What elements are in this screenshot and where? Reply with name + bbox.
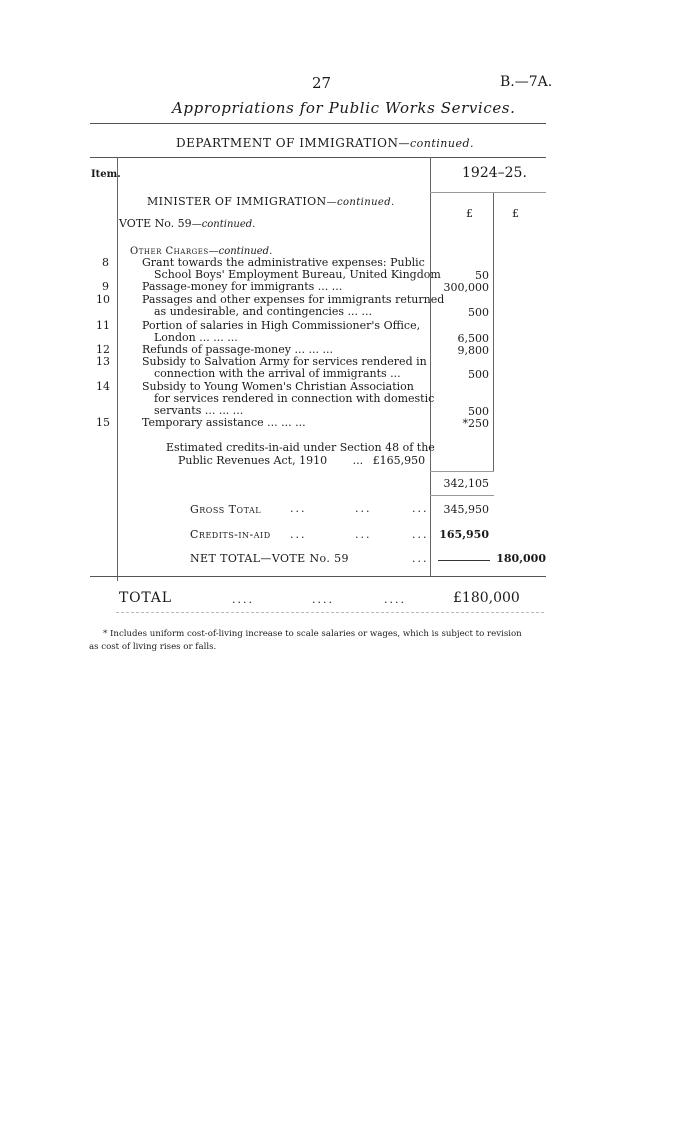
credits-in-aid-dots: ... xyxy=(355,528,372,541)
credits-note-act: Public Revenues Act, 1910 xyxy=(178,454,328,467)
year-rule xyxy=(430,192,546,193)
total-label: TOTAL xyxy=(119,590,172,606)
gross-total-dots: ... xyxy=(290,502,307,515)
subtotal-rule xyxy=(430,471,494,472)
department-name: DEPARTMENT OF IMMIGRATION xyxy=(176,136,399,150)
item-text: Subsidy to Salvation Army for services rendered in xyxy=(142,355,427,368)
total-dots: .... xyxy=(384,593,406,606)
year-header: 1924–25. xyxy=(462,165,527,181)
item-amount: 300,000 xyxy=(443,281,489,294)
item-number: 9 xyxy=(102,280,109,293)
item-text: Subsidy to Young Women's Christian Association xyxy=(142,380,414,393)
net-total-dash xyxy=(438,560,490,561)
item-amount: 500 xyxy=(468,405,489,418)
item-text: for services rendered in connection with domestic xyxy=(154,392,435,405)
minister-name: MINISTER OF IMMIGRATION xyxy=(147,195,327,208)
gross-total-dots: ... xyxy=(412,502,429,515)
document-reference: B.—7A. xyxy=(500,74,553,90)
total-dots: .... xyxy=(312,593,334,606)
amount-column-divider xyxy=(430,157,431,577)
currency-header-2: £ xyxy=(512,207,519,220)
subtotal-amount: 342,105 xyxy=(443,477,489,490)
item-text: Grant towards the administrative expenses: Public xyxy=(142,256,425,269)
item-text: London ... ... ... xyxy=(154,331,238,344)
page-number: 27 xyxy=(312,74,332,92)
item-number: 12 xyxy=(96,343,110,356)
item-number: 15 xyxy=(96,416,110,429)
item-text: as undesirable, and contingencies ... ... xyxy=(154,305,372,318)
item-amount: 50 xyxy=(475,269,489,282)
gross-total-label: Gross Total xyxy=(190,503,262,516)
department-heading xyxy=(176,136,474,150)
net-total-dots: ... xyxy=(412,552,429,565)
item-number: 8 xyxy=(102,256,109,269)
item-amount: 9,800 xyxy=(457,344,489,357)
item-amount: 6,500 xyxy=(457,332,489,345)
table-bottom-rule xyxy=(90,576,546,577)
subtotal-column-divider xyxy=(493,193,494,471)
header-rule xyxy=(90,123,546,124)
section-label: Other Charges xyxy=(130,246,209,257)
minister-continued: —continued. xyxy=(326,197,395,208)
credits-note-dots: ... xyxy=(352,454,364,467)
currency-header-1: £ xyxy=(466,207,473,220)
minister-heading xyxy=(147,195,395,208)
item-amount: *250 xyxy=(462,417,489,430)
item-text: Passages and other expenses for immigrants returned xyxy=(142,293,445,306)
item-text: School Boys' Employment Bureau, United Kingdom xyxy=(154,268,441,281)
item-text: Passage-money for immigrants ... ... xyxy=(142,280,343,293)
subtotal-bottom-rule xyxy=(430,495,494,496)
credits-in-aid-amount: 165,950 xyxy=(439,528,489,541)
item-amount: 500 xyxy=(468,368,489,381)
vote-heading xyxy=(119,217,255,230)
vote-continued: —continued. xyxy=(191,219,256,230)
total-rule xyxy=(116,612,544,613)
item-text: servants ... ... ... xyxy=(154,404,244,417)
section-continued: —continued. xyxy=(208,246,273,257)
gross-total-dots: ... xyxy=(355,502,372,515)
item-text: Refunds of passage-money ... ... ... xyxy=(142,343,333,356)
item-number: 11 xyxy=(96,319,110,332)
credits-in-aid-dots: ... xyxy=(412,528,429,541)
item-amount: 500 xyxy=(468,306,489,319)
item-number: 10 xyxy=(96,293,110,306)
footnote-line2: as cost of living rises or falls. xyxy=(89,642,217,652)
footnote-line1: * Includes uniform cost-of-living increase to scale salaries or wages, which is subject to revision xyxy=(103,629,522,639)
department-continued: —continued. xyxy=(398,137,474,150)
credits-note-line2 xyxy=(178,455,425,466)
page-title: Appropriations for Public Works Services. xyxy=(172,99,516,117)
total-dots: .... xyxy=(232,593,254,606)
item-column-divider xyxy=(117,157,118,581)
net-total-amount: 180,000 xyxy=(496,552,546,565)
credits-in-aid-label: Credits-in-aid xyxy=(190,528,271,541)
item-number: 14 xyxy=(96,380,110,393)
credits-note-amount: £165,950 xyxy=(372,454,426,467)
total-amount: £180,000 xyxy=(453,590,520,606)
net-total-label: NET TOTAL—VOTE No. 59 xyxy=(190,552,349,565)
item-text: connection with the arrival of immigrants ... xyxy=(154,367,401,380)
vote-label: VOTE No. 59 xyxy=(119,217,192,230)
item-text: Portion of salaries in High Commissioner's Office, xyxy=(142,319,421,332)
credits-in-aid-dots: ... xyxy=(290,528,307,541)
item-text: Temporary assistance ... ... ... xyxy=(142,416,306,429)
credits-note-line1: Estimated credits-in-aid under Section 48 of the xyxy=(166,441,435,454)
item-column-header: Item. xyxy=(91,169,121,180)
item-number: 13 xyxy=(96,355,110,368)
gross-total-amount: 345,950 xyxy=(443,503,489,516)
table-top-rule xyxy=(90,157,546,158)
